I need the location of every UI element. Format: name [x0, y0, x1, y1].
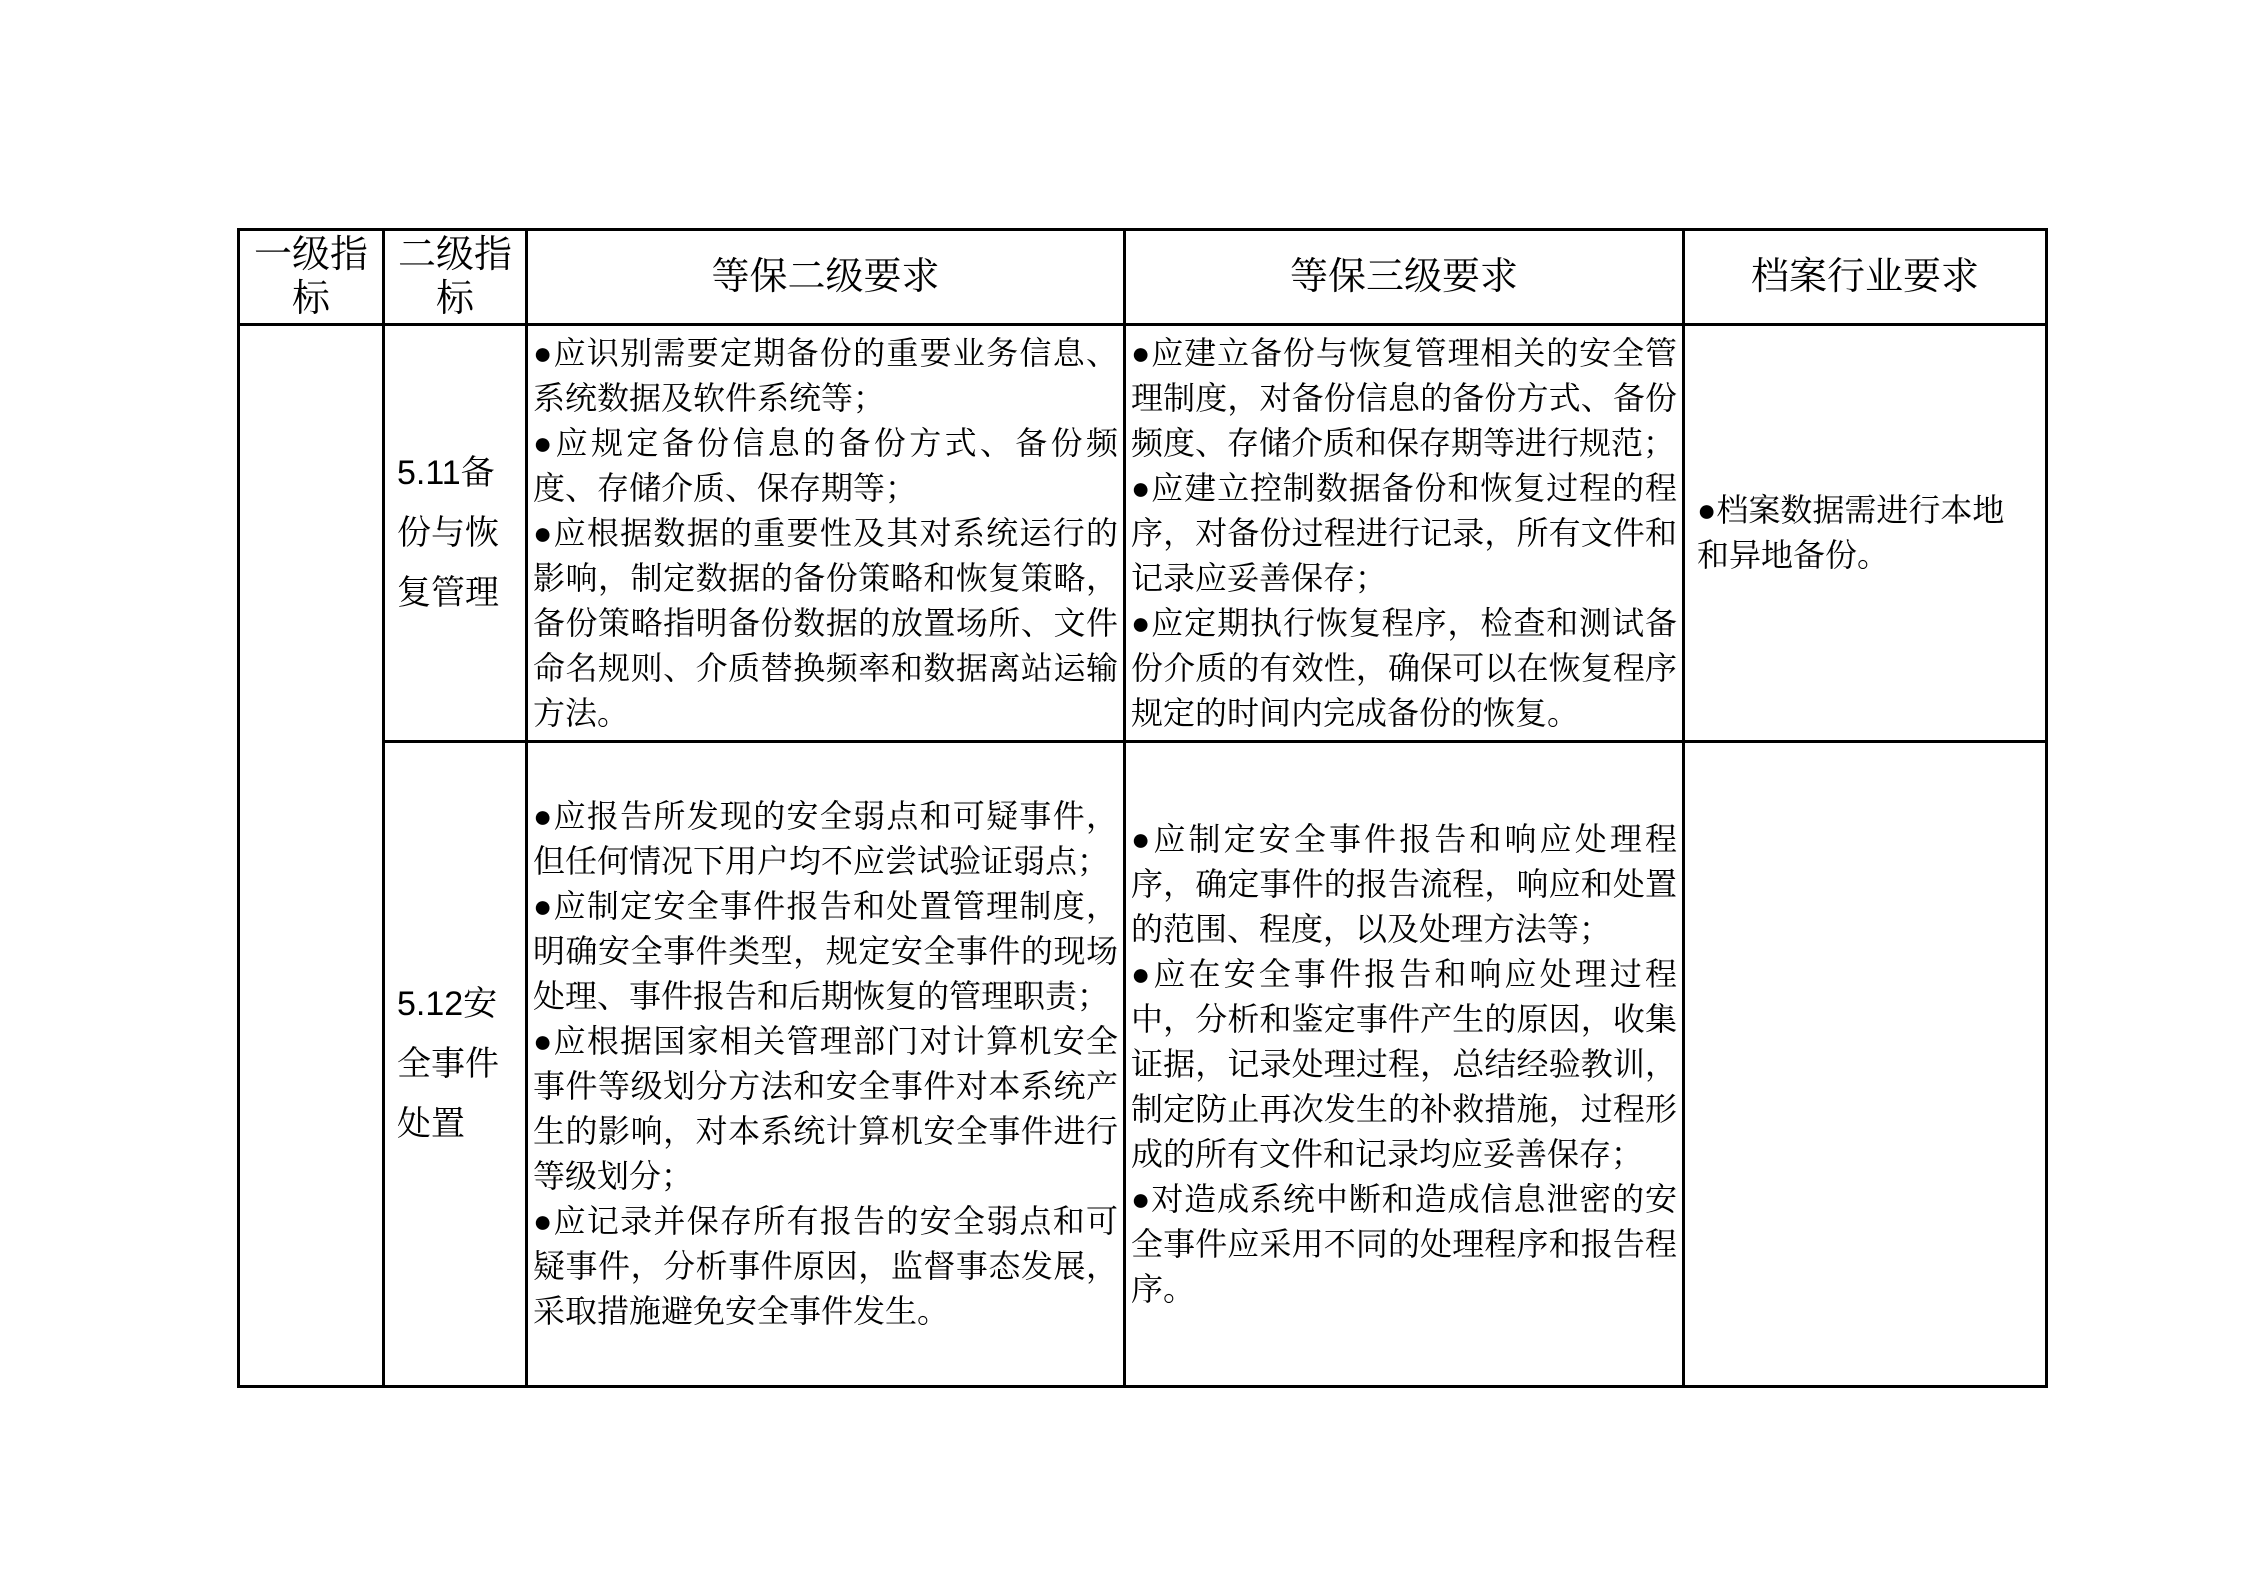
cell-5-11-label: 5.11备份与恢复管理	[384, 325, 527, 742]
cell-5-11-level2-requirements	[527, 325, 1125, 742]
requirement-bullet-item: ●应制定安全事件报告和处置管理制度，明确安全事件类型，规定安全事件的现场处理、事件报告和后期恢复的管理职责；	[533, 888, 1118, 1014]
cell-5-12-archive-requirements-empty	[1684, 742, 2047, 1387]
requirement-bullet-item: ●对造成系统中断和造成信息泄密的安全事件应采用不同的处理程序和报告程序。	[1131, 1180, 1677, 1307]
requirement-bullet-item: ●档案数据需进行本地和异地备份。	[1697, 492, 2005, 573]
cell-5-12-level3-requirements	[1125, 742, 1684, 1387]
cell-5-11-archive-requirements	[1684, 325, 2047, 742]
requirement-bullet-item: ●应识别需要定期备份的重要业务信息、系统数据及软件系统等；	[533, 334, 1118, 416]
requirement-bullet-item: ●应建立备份与恢复管理相关的安全管理制度，对备份信息的备份方式、备份频度、存储介质和保存期等进行规范；	[1131, 334, 1677, 461]
header-row	[239, 230, 2047, 325]
table-row-5-11	[239, 325, 2047, 742]
requirement-bullet-item: ●应在安全事件报告和响应处理过程中，分析和鉴定事件产生的原因，收集证据，记录处理过程，总结经验教训，制定防止再次发生的补救措施，过程形成的所有文件和记录均应妥善保存；	[1131, 955, 1677, 1172]
header-level2-indicator: 二级指标	[384, 230, 527, 325]
requirement-bullet-item: ●应建立控制数据备份和恢复过程的程序，对备份过程进行记录，所有文件和记录应妥善保存；	[1131, 469, 1677, 596]
cell-5-12-level2-requirements	[527, 742, 1125, 1387]
cell-level1-indicator-empty	[239, 325, 384, 1387]
header-djbh-level2-requirements: 等保二级要求	[527, 230, 1125, 325]
header-djbh-level3-requirements: 等保三级要求	[1125, 230, 1684, 325]
requirement-bullet-item: ●应定期执行恢复程序，检查和测试备份介质的有效性，确保可以在恢复程序规定的时间内完成备份的恢复。	[1131, 604, 1677, 731]
requirements-table	[237, 228, 2048, 1388]
requirement-bullet-item: ●应报告所发现的安全弱点和可疑事件，但任何情况下用户均不应尝试验证弱点；	[533, 798, 1118, 879]
cell-5-12-label: 5.12安全事件处置	[384, 742, 527, 1387]
requirement-bullet-item: ●应根据数据的重要性及其对系统运行的影响，制定数据的备份策略和恢复策略，备份策略指明备份数据的放置场所、文件命名规则、介质替换频率和数据离站运输方法。	[533, 514, 1118, 731]
cell-5-11-level3-requirements	[1125, 325, 1684, 742]
requirement-bullet-item: ●应制定安全事件报告和响应处理程序，确定事件的报告流程，响应和处置的范围、程度，以及处理方法等；	[1131, 820, 1677, 947]
requirement-bullet-item: ●应规定备份信息的备份方式、备份频度、存储介质、保存期等；	[533, 424, 1118, 506]
requirement-bullet-item: ●应根据国家相关管理部门对计算机安全事件等级划分方法和安全事件对本系统产生的影响，对本系统计算机安全事件进行等级划分；	[533, 1023, 1118, 1194]
header-level1-indicator: 一级指标	[239, 230, 384, 325]
header-archive-industry-requirements: 档案行业要求	[1684, 230, 2047, 325]
requirement-bullet-item: ●应记录并保存所有报告的安全弱点和可疑事件，分析事件原因，监督事态发展，采取措施避免安全事件发生。	[533, 1203, 1118, 1329]
table-row-5-12	[239, 742, 2047, 1387]
